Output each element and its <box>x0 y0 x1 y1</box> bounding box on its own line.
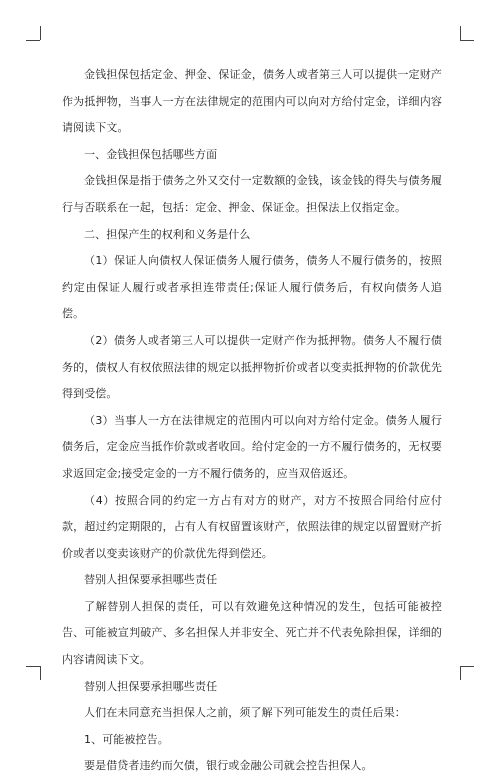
rights-item-4: （4）按照合同的约定一方占有对方的财产，对方不按照合同给付应付款，超过约定期限的，占有人有权留置该财产，依照法律的规定以留置财产折价或者以变卖该财产的价款优先得到偿还。 <box>62 493 442 560</box>
document-body <box>62 62 442 780</box>
section-heading-1: 一、金钱担保包括哪些方面 <box>84 147 218 161</box>
rights-item-1: （1）保证人向债权人保证债务人履行债务，债务人不履行债务的，按照约定由保证人履行或者承担连带责任;保证人履行债务后，有权向债务人追偿。 <box>62 254 442 321</box>
rights-item-3: （3）当事人一方在法律规定的范围内可以向对方给付定金。债务人履行债务后，定金应当抵作价款或者收回。给付定金的一方不履行债务的，无权要求返回定金;接受定金的一方不履行债务的，应当双倍返还。 <box>62 413 442 480</box>
list-item-1: 1、可能被控告。 <box>84 732 169 746</box>
section-heading-3: 替别人担保要承担哪些责任 <box>84 573 218 587</box>
section-heading-4: 替别人担保要承担哪些责任 <box>84 679 218 693</box>
rights-item-2: （2）债务人或者第三人可以提供一定财产作为抵押物。债务人不履行债务的，债权人有权依照法律的规定以抵押物折价或者以变卖抵押物的价款优先得到受偿。 <box>62 333 442 401</box>
section-1-paragraph: 金钱担保是指于债务之外又交付一定数额的金钱，该金钱的得失与债务履行与否联系在一起，包括：定金、押金、保证金。担保法上仅指定金。 <box>62 174 442 214</box>
section-3-paragraph: 了解替别人担保的责任，可以有效避免这种情况的发生，包括可能被控告、可能被宣判破产、多名担保人并非安全、死亡并不代表免除担保，详细的内容请阅读下文。 <box>62 599 442 667</box>
intro-paragraph: 金钱担保包括定金、押金、保证金，债务人或者第三人可以提供一定财产作为抵押物，当事人一方在法律规定的范围内可以向对方给付定金，详细内容请阅读下文。 <box>62 68 442 135</box>
section-heading-2: 二、担保产生的权利和义务是什么 <box>84 227 251 241</box>
section-4-paragraph: 人们在未同意充当担保人之前，须了解下列可能发生的责任后果： <box>84 706 406 720</box>
list-item-1-detail: 要是借贷者违约而欠债，银行或金融公司就会控告担保人。 <box>84 759 373 773</box>
